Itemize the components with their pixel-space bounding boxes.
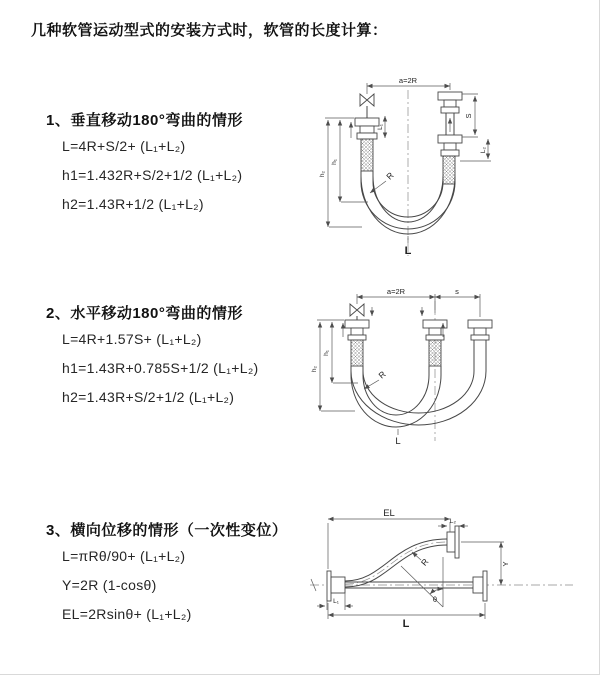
formula-length: L=πRθ/90+ (L₁+L₂) xyxy=(62,548,186,564)
formula-h1: h1=1.432R+S/2+1/2 (L₁+L₂) xyxy=(62,167,243,183)
middle-fitting xyxy=(423,320,447,340)
hose-s-curve-displaced xyxy=(345,539,447,587)
valve-icon xyxy=(350,304,364,320)
right-fitting xyxy=(468,320,492,349)
page-title: 几种软管运动型式的安装方式时，软管的长度计算： xyxy=(31,22,388,39)
dim-label-l1: L₁ xyxy=(377,124,384,130)
dim-label-a2r: a=2R xyxy=(398,76,418,85)
valve-icon xyxy=(360,94,374,118)
dim-s xyxy=(462,94,478,137)
top-right-flange xyxy=(447,526,459,558)
formula-el: EL=2Rsinθ+ (L₁+L₂) xyxy=(62,606,192,622)
right-lower-fitting xyxy=(438,135,462,156)
formula-length: L=4R+S/2+ (L₁+L₂) xyxy=(62,138,186,154)
middle-hose-braid xyxy=(429,340,441,366)
dim-label-h1: h₁ xyxy=(331,159,338,165)
dim-label-s: S xyxy=(464,113,473,119)
right-upper-fitting xyxy=(438,92,462,113)
fitting-tick-marks xyxy=(372,307,422,316)
diagram-vertical-bend xyxy=(310,70,570,265)
section-lateral-displacement xyxy=(46,519,287,634)
formula-h2: h2=1.43R+S/2+1/2 (L₁+L₂) xyxy=(62,389,235,405)
formula-length: L=4R+1.57S+ (L₁+L₂) xyxy=(62,331,202,347)
diagram-horizontal-bend xyxy=(310,283,570,448)
dim-l xyxy=(328,603,485,630)
straight-pipe-original xyxy=(345,571,487,601)
diagram-lateral-displacement xyxy=(305,503,590,643)
dim-label-h2: h₂ xyxy=(319,170,326,178)
radius-label: R xyxy=(384,170,396,182)
length-callout xyxy=(395,429,400,447)
section-heading: 1、垂直移动180°弯曲的情形 xyxy=(46,112,243,129)
dim-s xyxy=(435,287,480,297)
dim-l2 xyxy=(460,139,491,161)
radius-label: R xyxy=(376,368,388,381)
left-fitting xyxy=(355,118,379,139)
hose-u-original xyxy=(351,366,441,427)
dim-label-h2: h₂ xyxy=(311,365,318,373)
length-callout xyxy=(405,236,412,257)
dim-label-y: Y xyxy=(501,561,510,567)
left-fitting xyxy=(345,320,369,340)
dim-label-s: s xyxy=(455,287,459,296)
right-hose-braid xyxy=(443,156,455,184)
radius-callout xyxy=(412,552,431,568)
angle-label: θ xyxy=(432,595,438,604)
dim-label-l2: L₂ xyxy=(480,146,487,154)
dim-el xyxy=(328,508,450,569)
left-hose-braid xyxy=(351,340,363,366)
dim-label-h1: h₁ xyxy=(323,350,330,356)
dim-l1 xyxy=(317,593,353,610)
length-label: L xyxy=(395,436,401,447)
length-label: L xyxy=(402,618,410,630)
left-hose-braid xyxy=(361,139,373,171)
radius-label: R xyxy=(418,556,431,568)
dim-label-l1: L₁ xyxy=(333,598,339,605)
dim-label-el: EL xyxy=(383,508,395,519)
section-horizontal-movement xyxy=(46,302,259,417)
section-heading: 2、水平移动180°弯曲的情形 xyxy=(46,305,243,322)
dim-a2r xyxy=(357,287,480,317)
dim-h2 xyxy=(319,120,362,227)
dim-a2r xyxy=(367,76,450,94)
dim-label-l2: L₂ xyxy=(449,518,457,525)
formula-y: Y=2R (1-cosθ) xyxy=(62,577,157,593)
hose-u-displaced xyxy=(351,349,486,425)
radius-callout xyxy=(364,369,388,389)
section-vertical-movement xyxy=(46,109,243,224)
section-heading: 3、横向位移的情形（一次性变位） xyxy=(46,522,288,539)
formula-h2: h2=1.43R+1/2 (L₁+L₂) xyxy=(62,196,204,212)
length-label: L xyxy=(404,245,412,257)
formula-h1: h1=1.43R+0.785S+1/2 (L₁+L₂) xyxy=(62,360,259,376)
left-flange xyxy=(327,571,345,601)
dim-label-a2r: a=2R xyxy=(386,287,406,296)
